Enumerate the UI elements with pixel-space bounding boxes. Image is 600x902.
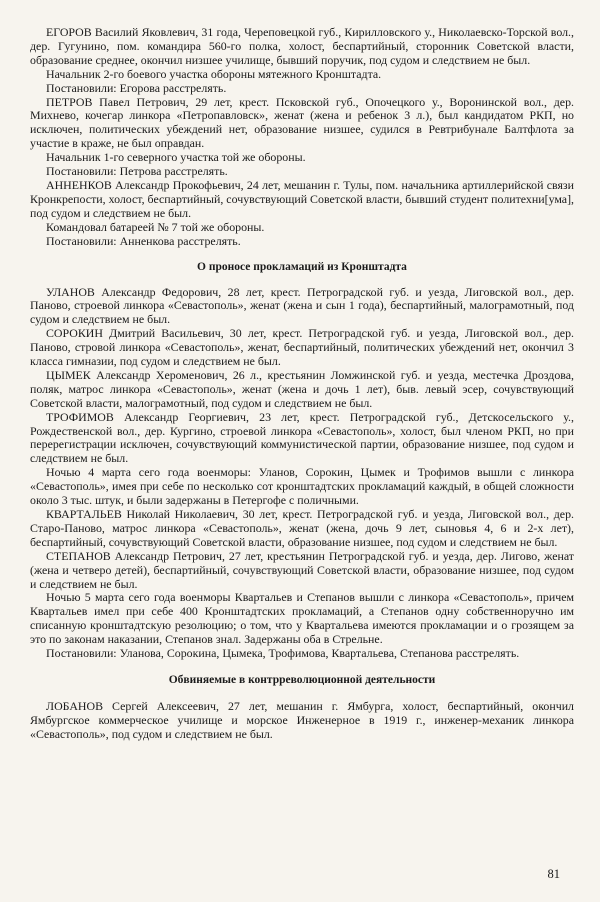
section-heading-proclamations: О проносе прокламаций из Кронштадта (197, 260, 407, 273)
paragraph-march5-event: Ночью 5 марта сего года военморы Квартальев и Степанов вышли с линкора «Севастополь», причем Квартальев имел при себе 400 Кронштадтских прокламаций, а Степанов одну собственноручно им списанную кронштадтскую резолюцию; о том, что у Квартальева имеются прокламации и о грозящем за это по законам наказании, Степанов знал. Задержаны оба в Стрельне. (30, 590, 574, 647)
document-page (30, 26, 574, 742)
paragraph-tsymek: ЦЫМЕК Александр Хероменович, 26 л., крестьянин Ломжинской губ. и уезда, местечка Дроздова, поляк, матрос линкора «Севастополь», женат (жена и дочь 1 лет), быв. левый эсер, сочувствующий Советской власти, малограмотный, под судом и следствием не был. (30, 367, 574, 410)
paragraph-egorov-verdict: Постановили: Егорова расстрелять. (46, 80, 227, 95)
paragraph-stepanov: СТЕПАНОВ Александр Петрович, 27 лет, крестьянин Петроградской губ. и уезда, дер. Лигово, женат (жена и четверо детей), беспартийный, сочувствующий Советской власти, образование низшее, под судом и следствием не был. (30, 548, 574, 591)
section-heading-counterrevolutionary: Обвиняемые в контрреволюционной деятельности (168, 673, 436, 686)
paragraph-annenkov-verdict: Постановили: Анненкова расстрелять. (46, 233, 241, 248)
paragraph-petrov: ПЕТРОВ Павел Петрович, 29 лет, крест. Псковской губ., Опочецкого у., Воронинской вол., дер. Михнево, кочегар линкора «Петропавловск», женат (жена и ребенок 3 л.), был кандидатом РКП, но исключен, политических убеждений нет, образование низшее, судился в Ревтрибунале Балтфлота за участие в краже, не был оправдан. (30, 94, 574, 151)
page-number: 81 (547, 867, 560, 881)
paragraph-petrov-role: Начальник 1-го северного участка той же обороны. (46, 150, 306, 165)
paragraph-kvartalev: КВАРТАЛЬЕВ Николай Николаевич, 30 лет, крест. Петроградской губ. и уезда, Лиговской вол., дер. Старо-Паново, матрос линкора «Севастополь», женат (жена, дочь 9 лет, сыновья 4, 6 и 2-х лет), беспартийный, сочувствующий Советской власти, образование низшее, под судом и следствием не был. (30, 507, 574, 549)
paragraph-sorokin: СОРОКИН Дмитрий Васильевич, 30 лет, крест. Петроградской губ. и уезда, Лиговской вол., дер. Паново, стровой линкора «Севастополь», женат, беспартийный, политических убеждений нет, окончил 3 класса гимназии, под судом и следствием не был. (30, 326, 574, 369)
paragraph-petrov-verdict: Постановили: Петрова расстрелять. (46, 164, 228, 179)
paragraph-lobanov: ЛОБАНОВ Сергей Алексеевич, 27 лет, мешанин г. Ямбурга, холост, беспартийный, окончил Ямбургское коммерческое училище и морское Инженерное в 1919 г., инженер-механик линкора «Севастополь», под судом и следствием не был. (30, 698, 574, 741)
paragraph-annenkov: АННЕНКОВ Александр Прокофьевич, 24 лет, мешанин г. Тулы, пом. начальника артиллерийской связи Кронкрепости, холост, беспартийный, сочувствующий Советской власти, бывший студент политехни[ума], под судом и следствием не был. (30, 177, 575, 220)
paragraph-egorov: ЕГОРОВ Василий Яковлевич, 31 года, Череповецкой губ., Кирилловского у., Николаевско-Торской вол., дер. Гугунино, пом. командира 560-го полка, холост, беспартийный, сторонник Советской власти, образование среднее, окончил низшее училище, бывший поручик, под судом и следствием не был. (30, 25, 574, 67)
paragraph-annenkov-role: Командовал батареей № 7 той же обороны. (46, 219, 265, 234)
paragraph-march4-event: Ночью 4 марта сего года военморы: Уланов, Сорокин, Цымек и Трофимов вышли с линкора «Севастополь», имея при себе по несколько сот кронштадтских прокламаций каждый, в общей сложности около 3 тыс. штук, и были задержаны в Петергофе с поличными. (30, 465, 574, 508)
paragraph-trofimov: ТРОФИМОВ Александр Георгиевич, 23 лет, крест. Петроградской губ., Детскосельского у., Рождественской вол., дер. Кургино, строевой линкора «Севастополь», холост, был членом РКП, но при перерегистрации исключен, сочувствующий коммунистической партии, образование низшее, под судом и следствием не был. (30, 409, 574, 466)
paragraph-section1-verdict: Постановили: Уланова, Сорокина, Цымека, Трофимова, Квартальева, Степанова расстрелять. (46, 646, 520, 661)
paragraph-egorov-role: Начальник 2-го боевого участка обороны мятежного Кронштадта. (46, 66, 382, 81)
paragraph-ulanov: УЛАНОВ Александр Федорович, 28 лет, крест. Петроградской губ. и уезда, Лиговской вол., дер. Паново, строевой линкора «Севастополь», женат (жена и сын 1 года), беспартийный, малограмотный, под судом и следствием не был. (30, 284, 574, 327)
